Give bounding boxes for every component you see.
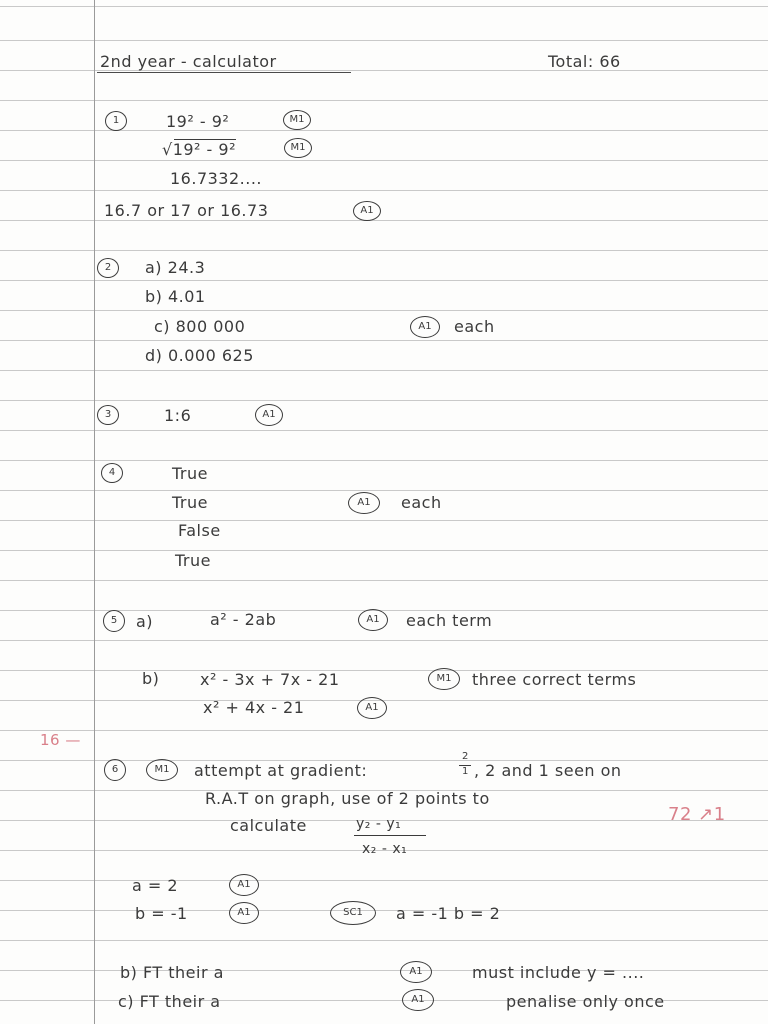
q5-part-b-label: b) [142,669,160,688]
question-number-5: 5 [103,610,125,632]
q6-b-line: b = -1 [135,904,188,923]
q1-answer: 16.7 or 17 or 16.73 [104,201,269,220]
q6-part-b: b) FT their a [120,963,224,982]
q5-mark-b1: M1 [428,668,460,690]
q6-mark-m: M1 [146,759,178,781]
q5-mark-b2: A1 [357,697,387,719]
page-title: 2nd year - calculator [100,52,277,71]
q5-expr-a: a² - 2ab [210,610,277,629]
q6-part-c-note: penalise only once [506,992,665,1011]
sqrt-vinculum [174,139,236,140]
q2-part-c: c) 800 000 [154,317,246,336]
q6-frac-numerator: 2 [462,751,469,762]
question-number-6: 6 [104,759,126,781]
q6-sc-text: a = -1 b = 2 [396,904,501,923]
q2-part-d: d) 0.000 625 [145,346,254,365]
q1-mark3: A1 [353,201,381,221]
q3-answer: 1:6 [164,406,192,425]
q6-frac-denominator: 1 [462,766,469,777]
total-marks: Total: 66 [548,52,621,71]
q5-note-a: each term [406,611,493,630]
question-number-3: 3 [97,405,119,425]
q6-calc-denominator: x₂ - x₁ [362,841,408,857]
question-number-1: 1 [105,111,127,131]
q6-part-b-note: must include y = .... [472,963,645,982]
q6-part-c: c) FT their a [118,992,221,1011]
q6-calc-numerator: y₂ - y₁ [356,816,402,832]
question-number-4: 4 [101,463,123,483]
margin-line [94,0,95,1024]
q6-red-note: 72 ↗1 [668,804,726,825]
q6-line1: attempt at gradient: [194,761,368,780]
q2-part-b: b) 4.01 [145,287,206,306]
q4-item-1: True [172,464,208,483]
q5-note-b1: three correct terms [472,670,637,689]
q5-mark-a: A1 [358,609,388,631]
q1-line2: √19² - 9² [162,140,237,159]
margin-subtotal: 16 — [40,731,81,749]
q6-calc-bar [354,835,426,836]
q4-item-2: True [172,493,208,512]
q5-expr-b1: x² - 3x + 7x - 21 [200,670,340,689]
q3-mark: A1 [255,404,283,426]
q6-line2: R.A.T on graph, use of 2 points to [205,789,490,808]
q6-part-c-mark: A1 [402,989,434,1011]
q1-mark1: M1 [283,110,311,130]
q1-line1: 19² - 9² [166,112,230,131]
q5-part-a-label: a) [136,612,154,631]
q6-line1-rest: , 2 and 1 seen on [474,761,622,780]
q2-note: each [454,317,495,336]
q4-mark: A1 [348,492,380,514]
q6-b-mark: A1 [229,902,259,924]
q6-a-line: a = 2 [132,876,179,895]
q4-item-4: True [175,551,211,570]
q5-expr-b2: x² + 4x - 21 [203,698,305,717]
q6-line3: calculate [230,816,307,835]
q6-part-b-mark: A1 [400,961,432,983]
q4-item-3: False [178,521,221,540]
q4-note: each [401,493,442,512]
title-underline [97,72,351,73]
q1-mark2: M1 [284,138,312,158]
question-number-2: 2 [97,258,119,278]
q6-sc-mark: SC1 [330,901,376,925]
q2-mark: A1 [410,316,440,338]
q2-part-a: a) 24.3 [145,258,206,277]
q6-a-mark: A1 [229,874,259,896]
q1-line3: 16.7332.... [170,169,263,188]
